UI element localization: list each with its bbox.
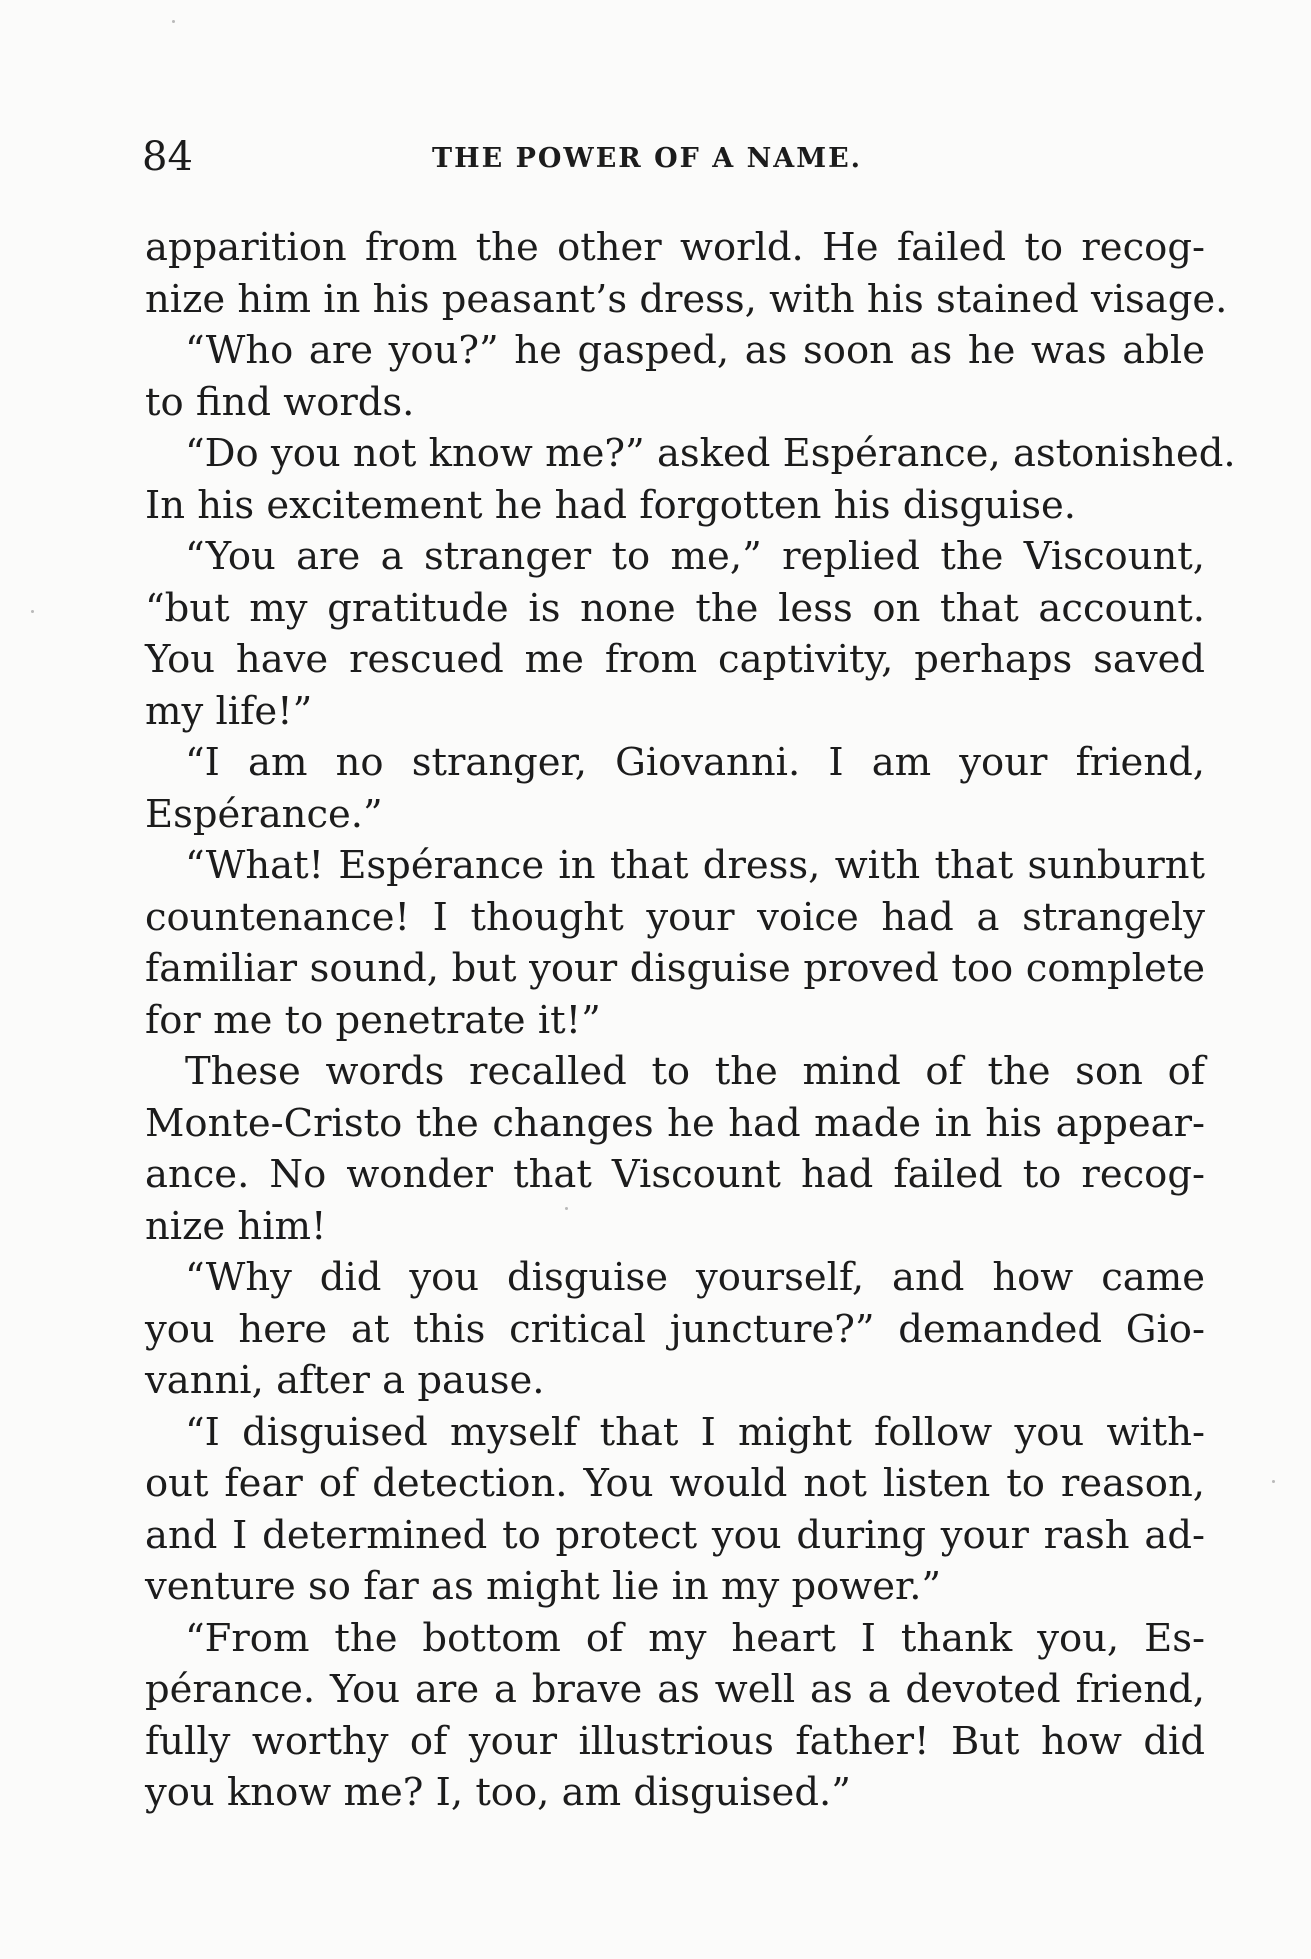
text-line: “What! Espérance in that dress, with that sunburnt xyxy=(185,843,1205,888)
text-line: pérance. You are a brave as well as a devoted friend, xyxy=(145,1667,1205,1712)
text-line: ance. No wonder that Viscount had failed to recog- xyxy=(145,1152,1205,1197)
running-title: THE POWER OF A NAME. xyxy=(432,143,863,174)
text-line: Monte-Cristo the changes he had made in his appear- xyxy=(145,1100,1205,1146)
text-line: fully worthy of your illustrious father! But how did xyxy=(145,1718,1205,1764)
text-line: you here at this critical juncture?” demanded Gio- xyxy=(145,1306,1205,1352)
page-header xyxy=(142,132,1207,182)
text-line: “I am no stranger, Giovanni. I am your friend, xyxy=(185,740,1205,785)
text-line: apparition from the other world. He failed to recog- xyxy=(145,225,1205,270)
text-line: “Do you not know me?” asked Espérance, astonished. xyxy=(185,431,1236,476)
text-line: “From the bottom of my heart I thank you, Es- xyxy=(185,1615,1205,1661)
text-line: nize him! xyxy=(145,1203,327,1249)
text-line: “I disguised myself that I might follow you with- xyxy=(185,1409,1205,1455)
paper-speck xyxy=(1272,1480,1275,1483)
page-number: 84 xyxy=(142,134,193,180)
paper-speck xyxy=(172,20,175,23)
text-line: These words recalled to the mind of the son of xyxy=(185,1049,1205,1094)
text-line: familiar sound, but your disguise proved too complete xyxy=(145,946,1205,991)
text-line: “Who are you?” he gasped, as soon as he was able xyxy=(185,328,1205,373)
text-line: and I determined to protect you during your rash ad- xyxy=(145,1512,1205,1558)
text-line: countenance! I thought your voice had a strangely xyxy=(145,894,1205,940)
text-line: “Why did you disguise yourself, and how came xyxy=(185,1255,1205,1300)
text-line: you know me? I, too, am disguised.” xyxy=(145,1770,851,1815)
text-line: venture so far as might lie in my power.” xyxy=(145,1564,942,1609)
text-line: out fear of detection. You would not listen to reason, xyxy=(145,1461,1205,1506)
body-text xyxy=(145,222,1236,1819)
text-line: to find words. xyxy=(145,379,415,425)
text-line: Espérance.” xyxy=(145,791,383,837)
text-line: “but my gratitude is none the less on that account. xyxy=(145,585,1205,631)
text-line: for me to penetrate it!” xyxy=(145,997,601,1043)
text-line: You have rescued me from captivity, perhaps saved xyxy=(145,637,1205,682)
text-line: my life!” xyxy=(145,688,313,734)
text-line: In his excitement he had forgotten his disguise. xyxy=(145,482,1076,528)
text-line: vanni, after a pause. xyxy=(145,1358,545,1403)
text-line: “You are a stranger to me,” replied the Viscount, xyxy=(185,534,1205,579)
paper-speck xyxy=(31,610,34,613)
text-line: nize him in his peasant’s dress, with his stained visage. xyxy=(145,276,1228,322)
